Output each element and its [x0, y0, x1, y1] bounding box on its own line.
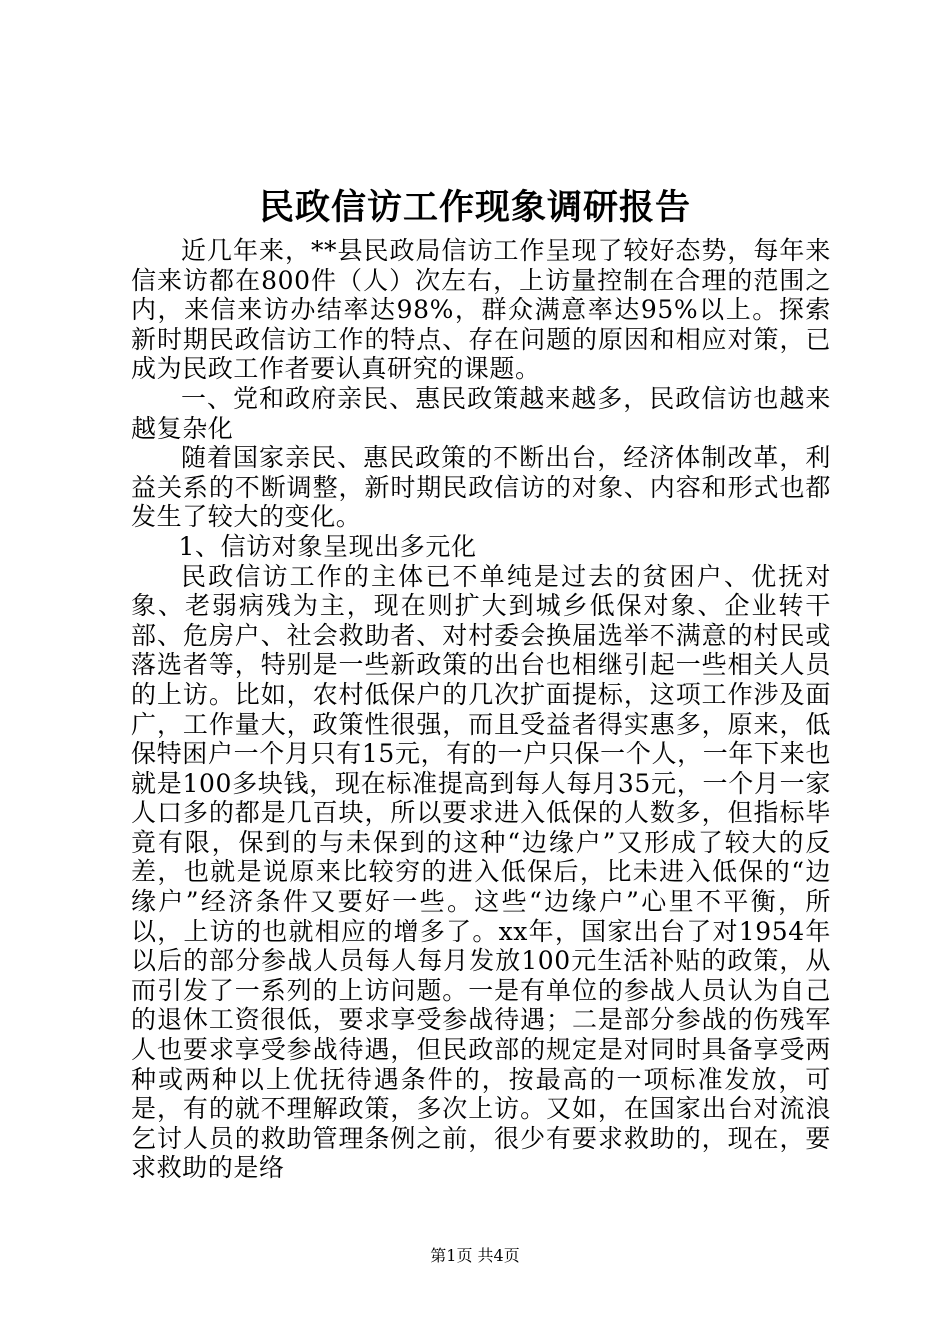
paragraph-intro: 近几年来，**县民政局信访工作呈现了较好态势，每年来信来访都在800件（人）次左右，上访量控制在合理的范围之内，来信来访办结率达98%，群众满意率达95%以上。探索新时期民政信访工作的特点、存在问题的原因和相应对策，已成为民政工作者要认真研究的课题。: [131, 236, 831, 384]
document-body: [131, 236, 831, 1183]
document-title: 民政信访工作现象调研报告: [258, 187, 691, 228]
section-heading-1: 一、党和政府亲民、惠民政策越来越多，民政信访也越来越复杂化: [131, 383, 831, 443]
paragraph-subsection-1: 民政信访工作的主体已不单纯是过去的贫困户、优抚对象、老弱病残为主，现在则扩大到城乡低保对象、企业转干部、危房户、社会救助者、对村委会换届选举不满意的村民或落选者等，特别是一些新政策的出台也相继引起一些相关人员的上访。比如，农村低保户的几次扩面提标，这项工作涉及面广，工作量大，政策性很强，而且受益者得实惠多，原来，低保特困户一个月只有15元，有的一户只保一个人，一年下来也就是100多块钱，现在标准提高到每人每月35元，一个月一家人口多的都是几百块，所以要求进入低保的人数多，但指标毕竟有限，保到的与未保到的这种“边缘户”又形成了较大的反差，也就是说原来比较穷的进入低保后，比未进入低保的“边缘户”经济条件又要好一些。这些“边缘户”心里不平衡，所以，上访的也就相应的增多了。xx年，国家出台了对1954年以后的部分参战人员每人每月发放100元生活补贴的政策，从而引发了一系列的上访问题。一是有单位的参战人员认为自己的退休工资很低，要求享受参战待遇；二是部分参战的伤残军人也要求享受参战待遇，但民政部的规定是对同时具备享受两种或两种以上优抚待遇条件的，按最高的一项标准发放，可是，有的就不理解政策，多次上访。又如，在国家出台对流浪乞讨人员的救助管理条例之前，很少有要求救助的，现在，要求救助的是络: [131, 561, 831, 1183]
paragraph-section-1: 随着国家亲民、惠民政策的不断出台，经济体制改革，利益关系的不断调整，新时期民政信访的对象、内容和形式也都发生了较大的变化。: [131, 443, 831, 532]
subsection-heading-1: 1、信访对象呈现出多元化: [178, 531, 477, 561]
page-number-footer: 第1页 共4页: [430, 1246, 520, 1265]
